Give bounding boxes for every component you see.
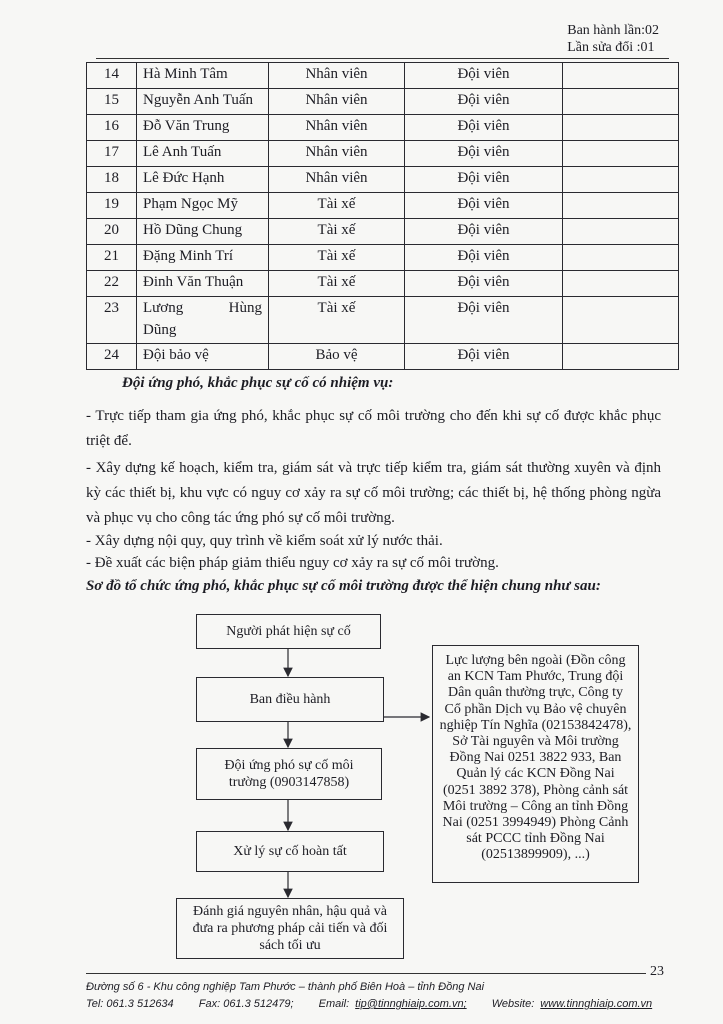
staff-name: Nguyễn Anh Tuấn (137, 89, 269, 115)
footer-email (319, 998, 467, 1010)
row-number: 24 (87, 344, 137, 370)
row-number: 21 (87, 245, 137, 271)
staff-position: Nhân viên (269, 115, 405, 141)
staff-role: Đội viên (405, 167, 563, 193)
flow-step-complete: Xử lý sự cố hoàn tất (196, 831, 384, 872)
row-number: 19 (87, 193, 137, 219)
footer-email-label: Email: (318, 998, 350, 1010)
footer-divider (86, 973, 646, 974)
duties-title: Đội ứng phó, khắc phục sự cố có nhiệm vụ: (122, 375, 394, 391)
staff-name: Đỗ Văn Trung (137, 115, 269, 141)
row-number: 18 (87, 167, 137, 193)
duty-item-4: - Đề xuất các biện pháp giảm thiểu nguy cơ xảy ra sự cố môi trường. (86, 555, 499, 571)
staff-name-line-2: Dũng (143, 322, 177, 338)
staff-role: Đội viên (405, 245, 563, 271)
staff-role: Đội viên (405, 193, 563, 219)
staff-role: Đội viên (405, 115, 563, 141)
staff-role: Đội viên (405, 89, 563, 115)
footer-website (492, 998, 652, 1010)
flow-step-detect: Người phát hiện sự cố (196, 614, 381, 649)
page-number: 23 (650, 964, 664, 979)
flow-step-evaluate: Đánh giá nguyên nhân, hậu quả và đưa ra phương pháp cải tiến và đối sách tối ưu (176, 898, 404, 959)
staff-role: Đội viên (405, 344, 563, 370)
duty-item-3: - Xây dựng nội quy, quy trình về kiểm soát xử lý nước thải. (86, 533, 443, 549)
duty-item-1: - Trực tiếp tham gia ứng phó, khắc phục sự cố môi trường cho đến khi sự cố được khắc phục triệt để. (86, 408, 661, 449)
footer-tel: Tel: 061.3 512634 (86, 998, 174, 1010)
duty-item-2: - Xây dựng kế hoạch, kiểm tra, giám sát và trực tiếp kiểm tra, giám sát thường xuyên và định kỳ các thiết bị, khu vực có nguy cơ xảy ra sự cố môi trường; các thiết bị, hệ thống phòng ngừa và phục vụ cho công tác ứng phó sự cố môi trường. (86, 460, 661, 526)
staff-name: Lê Anh Tuấn (137, 141, 269, 167)
row-number: 22 (87, 271, 137, 297)
issue-number: Ban hành lần:02 (567, 23, 659, 38)
staff-position: Tài xế (269, 219, 405, 245)
footer-website-label: Website: (491, 998, 535, 1010)
staff-position: Nhân viên (269, 89, 405, 115)
staff-role: Đội viên (405, 63, 563, 89)
staff-position: Nhân viên (269, 167, 405, 193)
staff-role: Đội viên (405, 219, 563, 245)
row-number: 23 (87, 297, 137, 344)
diagram-title: Sơ đồ tổ chức ứng phó, khắc phục sự cố môi trường được thể hiện chung như sau: (86, 578, 601, 594)
staff-name: Đặng Minh Trí (137, 245, 269, 271)
footer-fax: Fax: 061.3 512479; (198, 998, 294, 1010)
staff-role: Đội viên (405, 271, 563, 297)
footer-website-link[interactable]: www.tinnghiaip.com.vn (540, 998, 653, 1010)
staff-name: Đội bảo vệ (137, 344, 269, 370)
staff-role: Đội viên (405, 141, 563, 167)
row-number: 17 (87, 141, 137, 167)
staff-position: Bảo vệ (269, 344, 405, 370)
row-number: 16 (87, 115, 137, 141)
staff-name: Hà Minh Tâm (137, 63, 269, 89)
staff-name-part: Hùng (228, 300, 262, 316)
staff-position: Tài xế (269, 245, 405, 271)
row-number: 14 (87, 63, 137, 89)
staff-name: Lê Đức Hạnh (137, 167, 269, 193)
row-number: 20 (87, 219, 137, 245)
external-forces-box: Lực lượng bên ngoài (Đồn công an KCN Tam Phước, Trung đội Dân quân thường trực, Công ty Cổ phần Dịch vụ Bảo vệ chuyên nghiệp Tín Nghĩa (02153842478), Sở Tài nguyên và Môi trường Đồng Nai 0251 3822 933, Ban Quản lý các KCN Đồng Nai (0251 3892 378), Phòng cảnh sát Môi trường – Công an tỉnh Đồng Nai (0251 3994949) Phòng Cảnh sát PCCC tỉnh Đồng Nai (02513899909), ...) (432, 645, 639, 883)
staff-position: Tài xế (269, 271, 405, 297)
revision-number: Lần sửa đổi :01 (567, 40, 655, 55)
footer-email-link[interactable]: tip@tinnghiaip.com.vn; (355, 998, 467, 1010)
staff-name-part: Lương (143, 300, 184, 316)
footer-address: Đường số 6 - Khu công nghiệp Tam Phước – thành phố Biên Hoà – tỉnh Đồng Nai (86, 981, 485, 993)
row-number: 15 (87, 89, 137, 115)
staff-name: Hồ Dũng Chung (137, 219, 269, 245)
staff-role: Đội viên (405, 297, 563, 344)
staff-position: Tài xế (269, 193, 405, 219)
staff-position: Tài xế (269, 297, 405, 344)
staff-name: Đinh Văn Thuận (137, 271, 269, 297)
staff-name: Phạm Ngọc Mỹ (137, 193, 269, 219)
flow-step-response-team: Đội ứng phó sự cố môi trường (0903147858) (196, 748, 382, 800)
staff-position: Nhân viên (269, 141, 405, 167)
flow-step-management: Ban điều hành (196, 677, 384, 722)
footer-contacts (86, 998, 674, 1010)
staff-position: Nhân viên (269, 63, 405, 89)
